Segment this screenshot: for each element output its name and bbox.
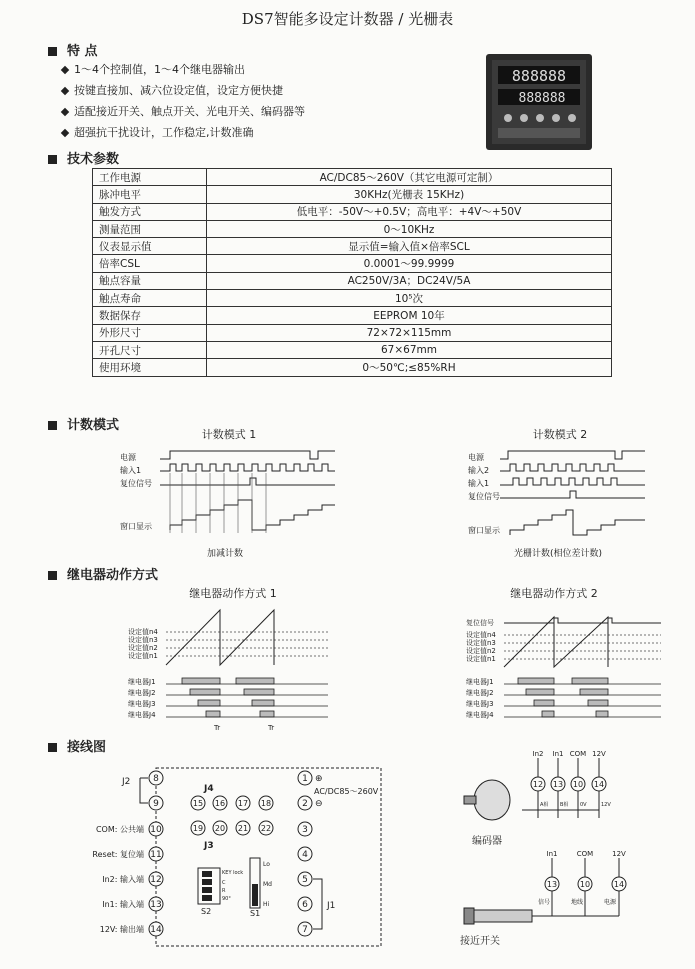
proximity-switch-label: 接近开关 bbox=[460, 936, 500, 947]
encoder-wiring bbox=[452, 748, 642, 848]
table-row bbox=[93, 272, 612, 289]
wire-label: B相 bbox=[560, 802, 569, 808]
diagram-title: 计数模式 1 bbox=[201, 428, 257, 441]
section-wiring-heading bbox=[48, 736, 106, 755]
com-label: COM: 公共端 bbox=[95, 825, 144, 834]
spec-key: 测量范围 bbox=[93, 220, 207, 237]
diagram-title: 继电器动作方式 1 bbox=[189, 587, 277, 600]
table-row bbox=[93, 169, 612, 186]
terminal-number: 10 bbox=[579, 880, 591, 889]
terminal-number: 1 bbox=[302, 774, 308, 784]
terminal-number: 10 bbox=[150, 825, 162, 835]
square-bullet-icon bbox=[48, 743, 57, 752]
relay-mode-1-diagram bbox=[128, 585, 338, 735]
terminal-number: 13 bbox=[546, 880, 558, 889]
relay-j3-label: J3 bbox=[204, 841, 214, 851]
terminal-number: 8 bbox=[153, 774, 159, 784]
device-display-top: 888888 bbox=[511, 67, 567, 85]
v12-label: 12V: 输出端 bbox=[99, 925, 144, 934]
signal-label: 复位信号 bbox=[120, 479, 152, 488]
set-label: 复位信号 bbox=[466, 619, 494, 627]
relay-j1-label: J1 bbox=[327, 901, 336, 911]
reset-label: Reset: 复位端 bbox=[92, 850, 144, 859]
relay-label: 继电器J2 bbox=[466, 689, 494, 697]
switch-label: Lo bbox=[263, 861, 270, 868]
section-features-heading bbox=[48, 40, 98, 59]
spec-key: 数据保存 bbox=[93, 307, 207, 324]
wire-label: 0V bbox=[580, 802, 587, 808]
terminal-number: 5 bbox=[302, 875, 308, 885]
switch-label: Md bbox=[263, 881, 272, 888]
square-bullet-icon bbox=[48, 47, 57, 56]
relay-j4-label: J4 bbox=[204, 784, 214, 794]
relay-label: 继电器J4 bbox=[128, 711, 156, 719]
feature-text: 按键直接加、减六位设定值，设定方便快捷 bbox=[74, 84, 283, 97]
signal-label: 窗口显示 bbox=[120, 522, 152, 531]
diagram-caption: 加减计数 bbox=[206, 549, 244, 559]
spec-value: EEPROM 10年 bbox=[207, 307, 612, 324]
relay-j2-label: J2 bbox=[122, 777, 131, 787]
diagram-title: 计数模式 2 bbox=[532, 428, 588, 441]
spec-value: AC/DC85～260V（其它电源可定制） bbox=[207, 169, 612, 186]
terminal-number: 4 bbox=[302, 850, 308, 860]
tr-label: Tr bbox=[214, 724, 221, 732]
spec-value: 67×67mm bbox=[207, 341, 612, 358]
signal-label: 窗口显示 bbox=[468, 526, 500, 535]
signal-label: 复位信号 bbox=[468, 492, 500, 501]
count-mode-1-diagram bbox=[90, 425, 340, 565]
signal-label: 电源 bbox=[120, 453, 136, 462]
set-label: 设定值n4 bbox=[128, 628, 158, 636]
section-label: 继电器动作方式 bbox=[67, 568, 159, 583]
terminal-number: 14 bbox=[150, 925, 162, 935]
terminal-label: 12V bbox=[592, 750, 606, 758]
switch-label: KEY lock bbox=[222, 870, 244, 876]
wire-label: 12V bbox=[601, 802, 611, 808]
terminal-number: 16 bbox=[214, 799, 226, 808]
table-row bbox=[93, 186, 612, 203]
terminal-label: COM bbox=[569, 750, 587, 758]
spec-table bbox=[92, 168, 612, 377]
terminal-number: 13 bbox=[552, 780, 564, 789]
switch-label: R bbox=[222, 888, 226, 894]
feature-text: 适配接近开关、触点开关、光电开关、编码器等 bbox=[74, 105, 305, 118]
terminal-number: 9 bbox=[153, 799, 159, 809]
relay-label: 继电器J3 bbox=[128, 700, 156, 708]
tr-label: Tr bbox=[268, 724, 275, 732]
terminal-label: 12V bbox=[612, 850, 626, 858]
switch-label: 90° bbox=[222, 896, 231, 902]
table-row bbox=[93, 307, 612, 324]
spec-key: 触点寿命 bbox=[93, 290, 207, 307]
square-bullet-icon bbox=[48, 421, 57, 430]
terminal-number: 14 bbox=[613, 880, 625, 889]
terminal-number: 3 bbox=[302, 825, 308, 835]
set-label: 设定值n2 bbox=[128, 644, 158, 652]
terminal-label: In2 bbox=[532, 750, 544, 758]
spec-value: 30KHz(光栅表 15KHz) bbox=[207, 186, 612, 203]
table-row bbox=[93, 220, 612, 237]
set-label: 设定值n1 bbox=[128, 652, 158, 660]
spec-key: 倍率CSL bbox=[93, 255, 207, 272]
set-label: 设定值n4 bbox=[466, 631, 496, 639]
spec-value: 低电平：-50V～+0.5V；高电平：+4V～+50V bbox=[207, 203, 612, 220]
terminal-number: 22 bbox=[260, 824, 272, 833]
terminal-number: 13 bbox=[150, 900, 162, 910]
spec-key: 仪表显示值 bbox=[93, 238, 207, 255]
spec-value: 72×72×115mm bbox=[207, 324, 612, 341]
set-label: 设定值n1 bbox=[466, 655, 496, 663]
signal-label: 输入1 bbox=[468, 479, 490, 488]
relay-label: 继电器J1 bbox=[128, 678, 156, 686]
section-label: 接线图 bbox=[67, 740, 107, 755]
section-label: 特 点 bbox=[67, 44, 98, 59]
terminal-number: 2 bbox=[302, 799, 308, 809]
feature-item bbox=[62, 82, 283, 98]
spec-key: 脉冲电平 bbox=[93, 186, 207, 203]
terminal-number: 15 bbox=[192, 799, 204, 808]
spec-key: 使用环境 bbox=[93, 359, 207, 376]
table-row bbox=[93, 255, 612, 272]
relay-label: 继电器J2 bbox=[128, 689, 156, 697]
terminal-number: 10 bbox=[572, 780, 584, 789]
terminal-label: In1 bbox=[552, 750, 564, 758]
section-specs-heading bbox=[48, 148, 119, 167]
relay-label: 继电器J1 bbox=[466, 678, 494, 686]
page-title: DS7智能多设定计数器 / 光栅表 bbox=[241, 10, 454, 28]
diamond-bullet-icon bbox=[61, 129, 69, 137]
spec-key: 触发方式 bbox=[93, 203, 207, 220]
wire-label: 信号 bbox=[537, 899, 551, 906]
diagram-caption: 光栅计数(相位差计数) bbox=[513, 549, 603, 559]
plus-icon: ⊕ bbox=[315, 774, 323, 784]
signal-label: 输入2 bbox=[468, 466, 490, 475]
spec-value: 0～50℃;≤85%RH bbox=[207, 359, 612, 376]
switch-label: Hi bbox=[263, 901, 270, 908]
diamond-bullet-icon bbox=[61, 87, 69, 95]
section-relay-modes-heading bbox=[48, 564, 158, 583]
spec-key: 开孔尺寸 bbox=[93, 341, 207, 358]
signal-label: 输入1 bbox=[120, 466, 142, 475]
set-label: 设定值n3 bbox=[128, 636, 158, 644]
terminal-number: 14 bbox=[593, 780, 605, 789]
spec-value: 0.0001～99.9999 bbox=[207, 255, 612, 272]
count-mode-2-diagram bbox=[440, 425, 650, 565]
relay-mode-2-diagram bbox=[466, 585, 666, 735]
minus-icon: ⊖ bbox=[315, 799, 323, 809]
terminal-number: 19 bbox=[192, 824, 204, 833]
device-display-bottom: 888888 bbox=[518, 91, 566, 106]
signal-label: 电源 bbox=[468, 453, 484, 462]
square-bullet-icon bbox=[48, 571, 57, 580]
spec-value: 显示值=输入值×倍率SCL bbox=[207, 238, 612, 255]
proximity-switch-wiring bbox=[452, 846, 642, 961]
feature-text: 超强抗干扰设计，工作稳定,计数准确 bbox=[74, 126, 254, 139]
relay-label: 继电器J4 bbox=[466, 711, 494, 719]
terminal-label: COM bbox=[576, 850, 594, 858]
table-row bbox=[93, 359, 612, 376]
section-label: 技术参数 bbox=[67, 152, 120, 167]
terminal-number: 7 bbox=[302, 925, 308, 935]
terminal-number: 12 bbox=[150, 875, 162, 885]
spec-value: AC250V/3A；DC24V/5A bbox=[207, 272, 612, 289]
terminal-number: 20 bbox=[214, 824, 226, 833]
spec-key: 工作电源 bbox=[93, 169, 207, 186]
feature-item bbox=[62, 61, 245, 77]
terminal-number: 12 bbox=[532, 780, 544, 789]
wire-label: 地线 bbox=[570, 899, 584, 906]
feature-item bbox=[62, 103, 305, 119]
switch-s1-label: S1 bbox=[250, 909, 261, 918]
table-row bbox=[93, 203, 612, 220]
encoder-label: 编码器 bbox=[472, 836, 502, 847]
table-row bbox=[93, 290, 612, 307]
terminal-number: 6 bbox=[302, 900, 308, 910]
set-label: 设定值n2 bbox=[466, 647, 496, 655]
switch-s2-label: S2 bbox=[201, 907, 212, 916]
spec-value: 10⁵次 bbox=[207, 290, 612, 307]
table-row bbox=[93, 341, 612, 358]
spec-key: 外形尺寸 bbox=[93, 324, 207, 341]
wire-label: A相 bbox=[540, 802, 549, 808]
device-image bbox=[484, 52, 594, 152]
switch-label: C bbox=[222, 880, 226, 886]
terminal-number: 11 bbox=[150, 850, 162, 860]
feature-item bbox=[62, 124, 254, 140]
terminal-number: 17 bbox=[237, 799, 249, 808]
table-row bbox=[93, 324, 612, 341]
terminal-label: In1 bbox=[546, 850, 558, 858]
terminal-number: 18 bbox=[260, 799, 272, 808]
feature-text: 1～4个控制值，1～4个继电器输出 bbox=[74, 63, 245, 76]
set-label: 设定值n3 bbox=[466, 639, 496, 647]
power-label: AC/DC85～260V bbox=[314, 787, 379, 796]
in2-label: In2: 输入端 bbox=[102, 875, 144, 884]
square-bullet-icon bbox=[48, 155, 57, 164]
relay-label: 继电器J3 bbox=[466, 700, 494, 708]
table-row bbox=[93, 238, 612, 255]
in1-label: In1: 输入端 bbox=[102, 900, 144, 909]
wiring-diagram bbox=[70, 758, 450, 958]
diamond-bullet-icon bbox=[61, 66, 69, 74]
diagram-title: 继电器动作方式 2 bbox=[510, 587, 598, 600]
spec-value: 0～10KHz bbox=[207, 220, 612, 237]
wire-label: 电源 bbox=[603, 899, 617, 906]
terminal-number: 21 bbox=[237, 824, 249, 833]
spec-key: 触点容量 bbox=[93, 272, 207, 289]
section-label: 计数模式 bbox=[67, 418, 120, 433]
diamond-bullet-icon bbox=[61, 108, 69, 116]
